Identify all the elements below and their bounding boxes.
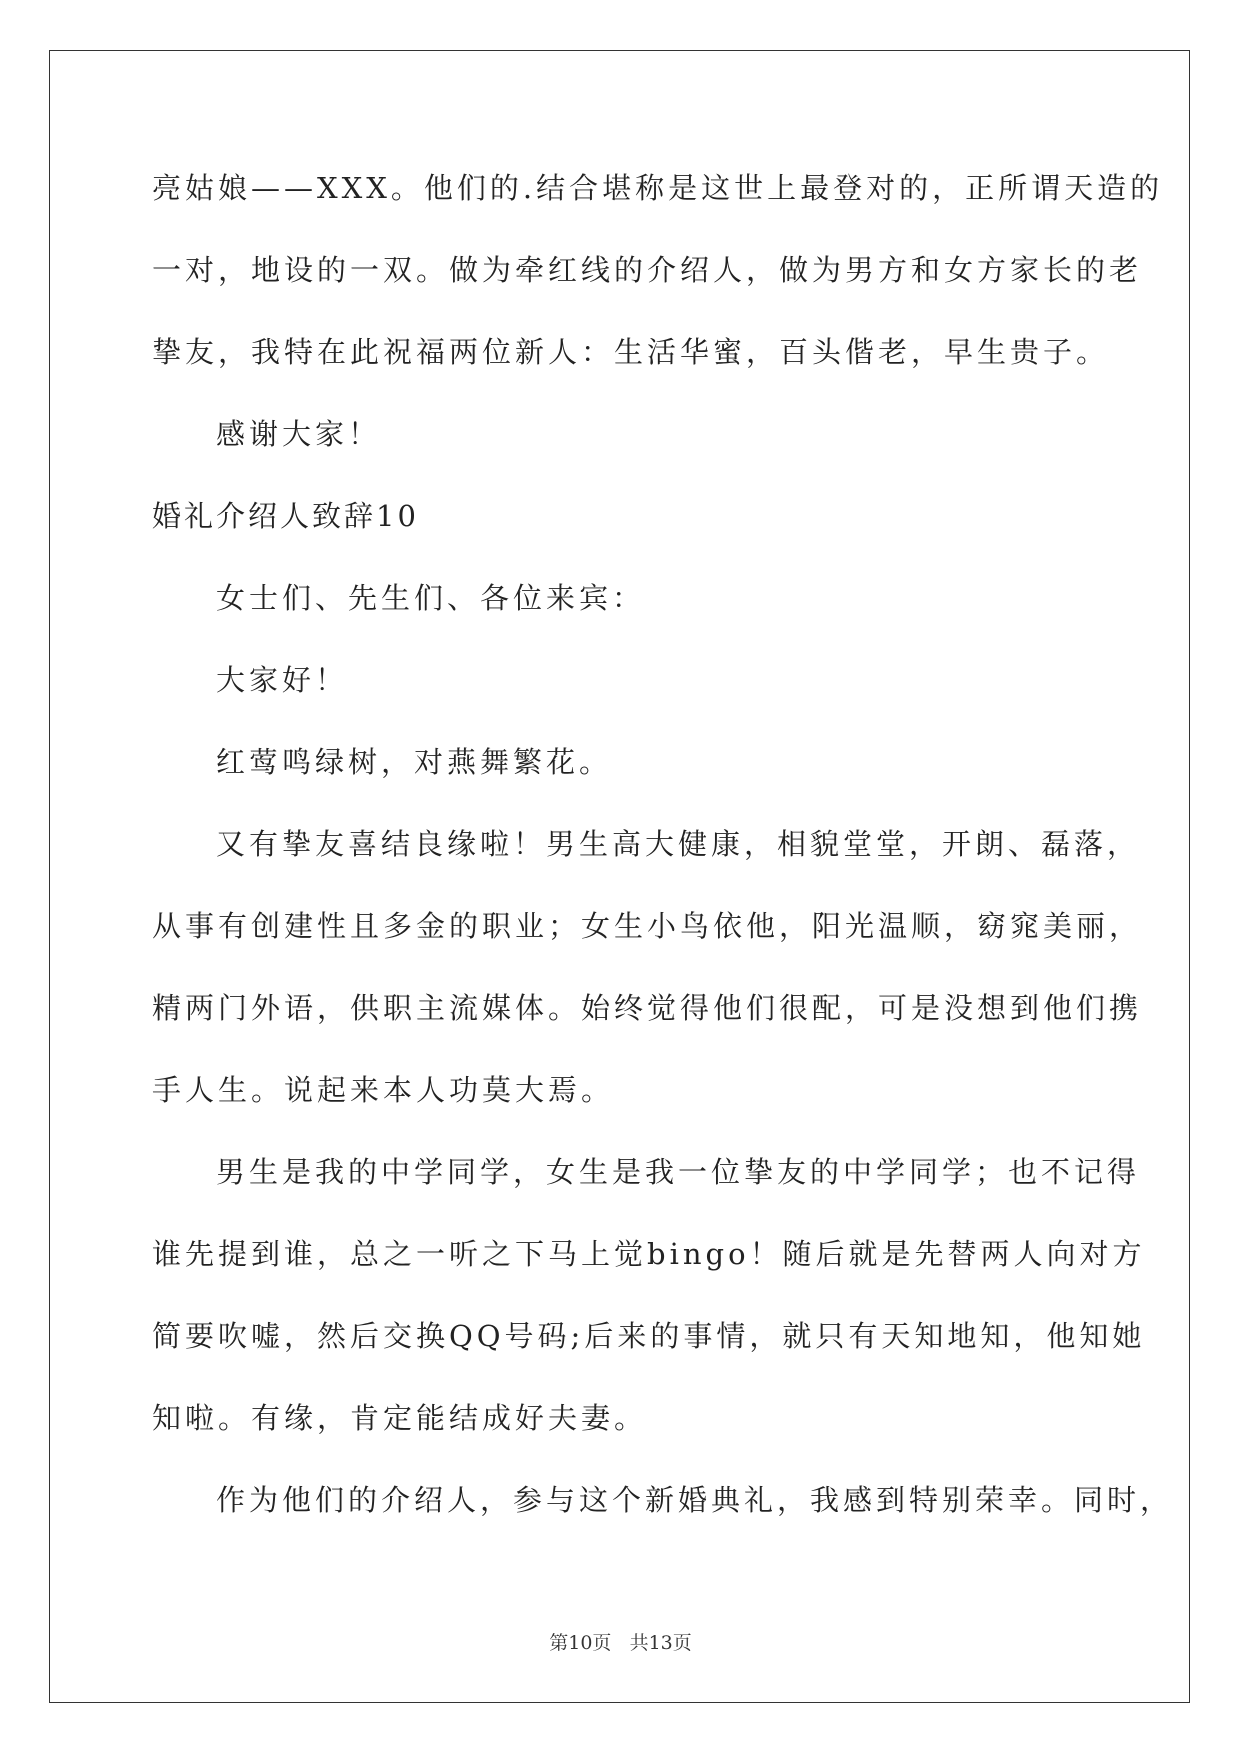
text-line: 亮姑娘——XXX。他们的.结合堪称是这世上最登对的，正所谓天造的 bbox=[152, 171, 1164, 205]
text-line: 作为他们的介绍人，参与这个新婚典礼，我感到特别荣幸。同时， bbox=[216, 1483, 1174, 1517]
text-line: 手人生。说起来本人功莫大焉。 bbox=[152, 1073, 615, 1107]
text-line: 又有挚友喜结良缘啦！男生高大健康，相貌堂堂，开朗、磊落， bbox=[216, 827, 1141, 861]
text-line: 谁先提到谁，总之一听之下马上觉bingo！随后就是先替两人向对方 bbox=[152, 1237, 1146, 1271]
text-line: 一对，地设的一双。做为牵红线的介绍人，做为男方和女方家长的老 bbox=[152, 253, 1143, 287]
document-body bbox=[152, 160, 1174, 1554]
text-line: 挚友，我特在此祝福两位新人：生活华蜜，百头偕老，早生贵子。 bbox=[152, 335, 1110, 369]
text-line: 女士们、先生们、各位来宾： bbox=[216, 581, 646, 615]
section-heading: 婚礼介绍人致辞10 bbox=[152, 499, 419, 533]
text-line: 感谢大家！ bbox=[216, 417, 382, 451]
page-total: 共13页 bbox=[629, 1632, 692, 1654]
footer-gap bbox=[611, 1632, 629, 1654]
text-line: 从事有创建性且多金的职业；女生小鸟依他，阳光温顺，窈窕美丽， bbox=[152, 909, 1143, 943]
text-line: 男生是我的中学同学，女生是我一位挚友的中学同学；也不记得 bbox=[216, 1155, 1141, 1189]
text-line: 红莺鸣绿树，对燕舞繁花。 bbox=[216, 745, 613, 779]
text-line: 精两门外语，供职主流媒体。始终觉得他们很配，可是没想到他们携 bbox=[152, 991, 1143, 1025]
page-footer bbox=[0, 1628, 1241, 1655]
text-line: 大家好！ bbox=[216, 663, 349, 697]
page-number: 第10页 bbox=[549, 1632, 612, 1654]
text-line: 简要吹嘘，然后交换QQ号码;后来的事情，就只有天知地知，他知她 bbox=[152, 1319, 1146, 1353]
text-line: 知啦。有缘，肯定能结成好夫妻。 bbox=[152, 1401, 648, 1435]
